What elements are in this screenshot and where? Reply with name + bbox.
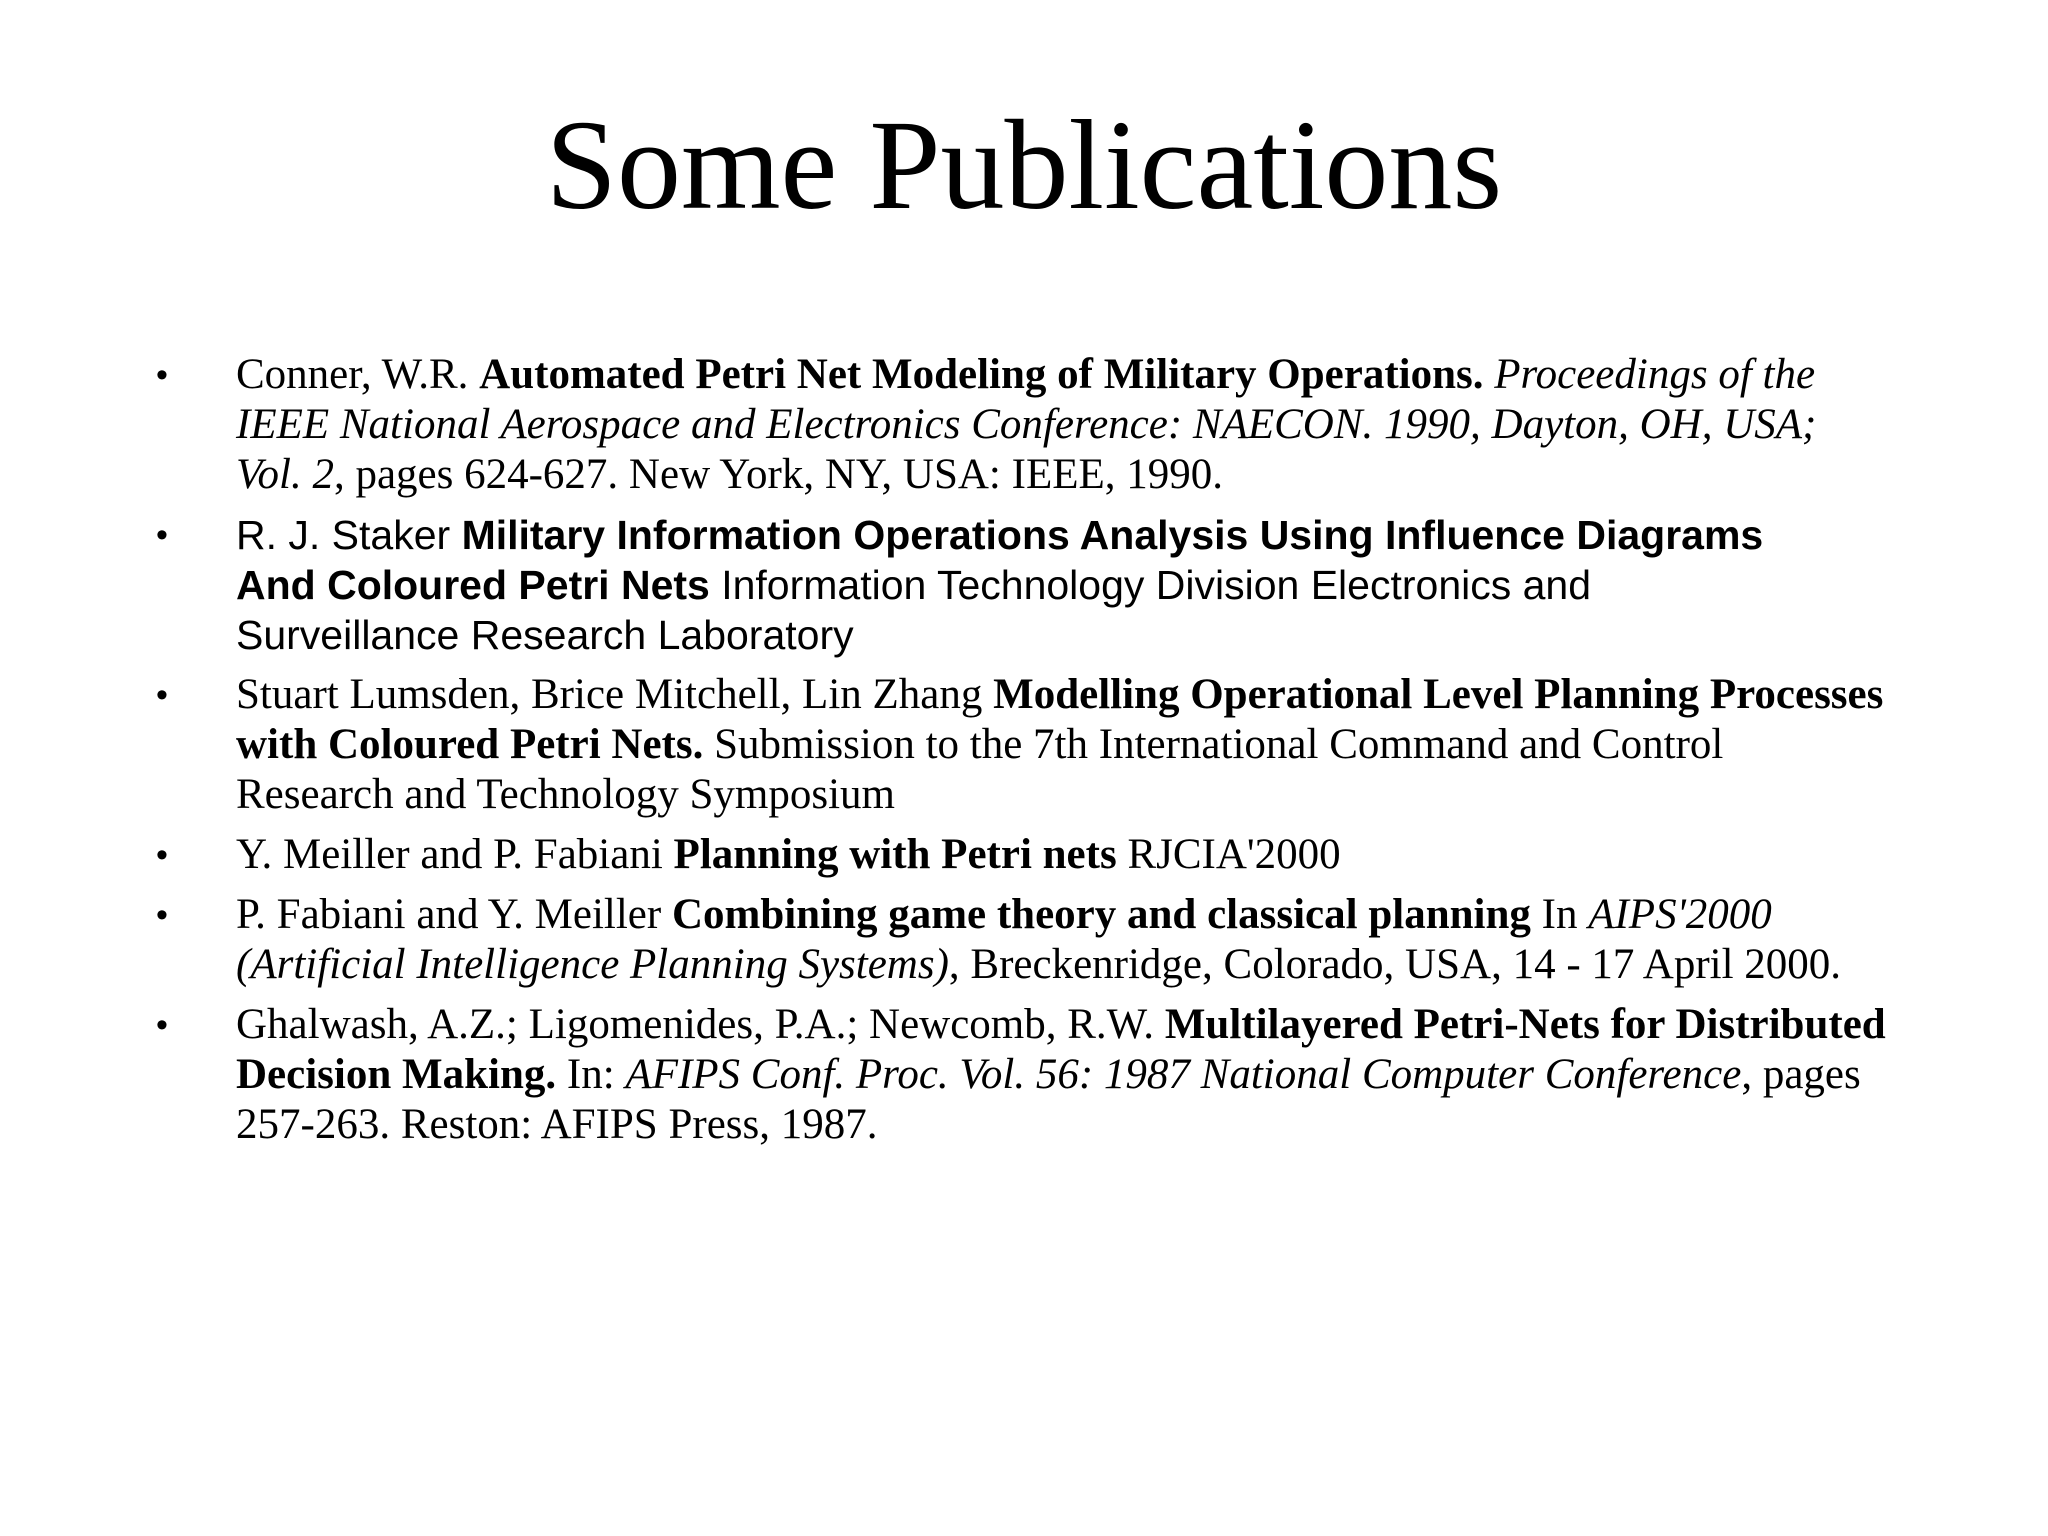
pub-details: , pages 257-263. Reston: AFIPS Press, 1987. (236, 1051, 1861, 1148)
bullet-icon: • (156, 896, 168, 934)
pub-title: Military Information Operations Analysis Using Influence Diagrams And Coloured Petri Nets (236, 512, 1764, 608)
pub-title: Multilayered Petri-Nets for Distributed Decision Making. (236, 1001, 1886, 1098)
pub-authors: Stuart Lumsden, Brice Mitchell, Lin Zhang (236, 671, 994, 718)
pub-details: Information Technology Division Electronics and Surveillance Research Laboratory (236, 562, 1592, 658)
pub-prefix: In: (556, 1051, 626, 1098)
list-item (0, 1000, 1886, 1150)
list-item (0, 350, 1886, 500)
pub-authors: Y. Meiller and P. Fabiani (236, 831, 674, 878)
bullet-icon: • (156, 836, 168, 874)
pub-details: Submission to the 7th International Command and Control Research and Technology Symposium (236, 721, 1724, 818)
bullet-icon: • (156, 1006, 168, 1044)
pub-authors: Ghalwash, A.Z.; Ligomenides, P.A.; Newcomb, R.W. (236, 1001, 1165, 1048)
pub-title: Automated Petri Net Modeling of Military Operations. (479, 351, 1484, 398)
pub-title: Modelling Operational Level Planning Processes with Coloured Petri Nets. (236, 671, 1884, 768)
pub-details: , pages 624-627. New York, NY, USA: IEEE, 1990. (333, 451, 1223, 498)
list-item (0, 830, 1886, 880)
list-item (0, 670, 1886, 820)
pub-authors: Conner, W.R. (236, 351, 480, 398)
list-item (0, 510, 1796, 660)
pub-authors: P. Fabiani and Y. Meiller (236, 891, 672, 938)
pub-details: , Breckenridge, Colorado, USA, 14 - 17 April 2000. (948, 941, 1842, 988)
pub-prefix: In (1530, 891, 1589, 938)
pub-title: Planning with Petri nets (673, 831, 1117, 878)
pub-venue: AIPS'2000 (Artificial Intelligence Planning Systems) (236, 891, 1772, 988)
pub-authors: R. J. Staker (236, 512, 462, 558)
pub-venue: AFIPS Conf. Proc. Vol. 56: 1987 National Computer Conference (625, 1051, 1742, 1098)
bullet-icon: • (156, 516, 168, 554)
bullet-icon: • (156, 676, 168, 714)
pub-venue: Proceedings of the IEEE National Aerospace and Electronics Conference: NAECON. 1990, Dayton, OH, USA; Vol. 2 (236, 351, 1817, 498)
bullet-icon: • (156, 356, 168, 394)
pub-details: RJCIA'2000 (1116, 831, 1341, 878)
list-item (0, 890, 1886, 990)
pub-title: Combining game theory and classical planning (671, 891, 1531, 938)
publication-list (0, 350, 2048, 1160)
slide-title: Some Publications (545, 94, 1503, 236)
pub-space (1483, 351, 1494, 398)
